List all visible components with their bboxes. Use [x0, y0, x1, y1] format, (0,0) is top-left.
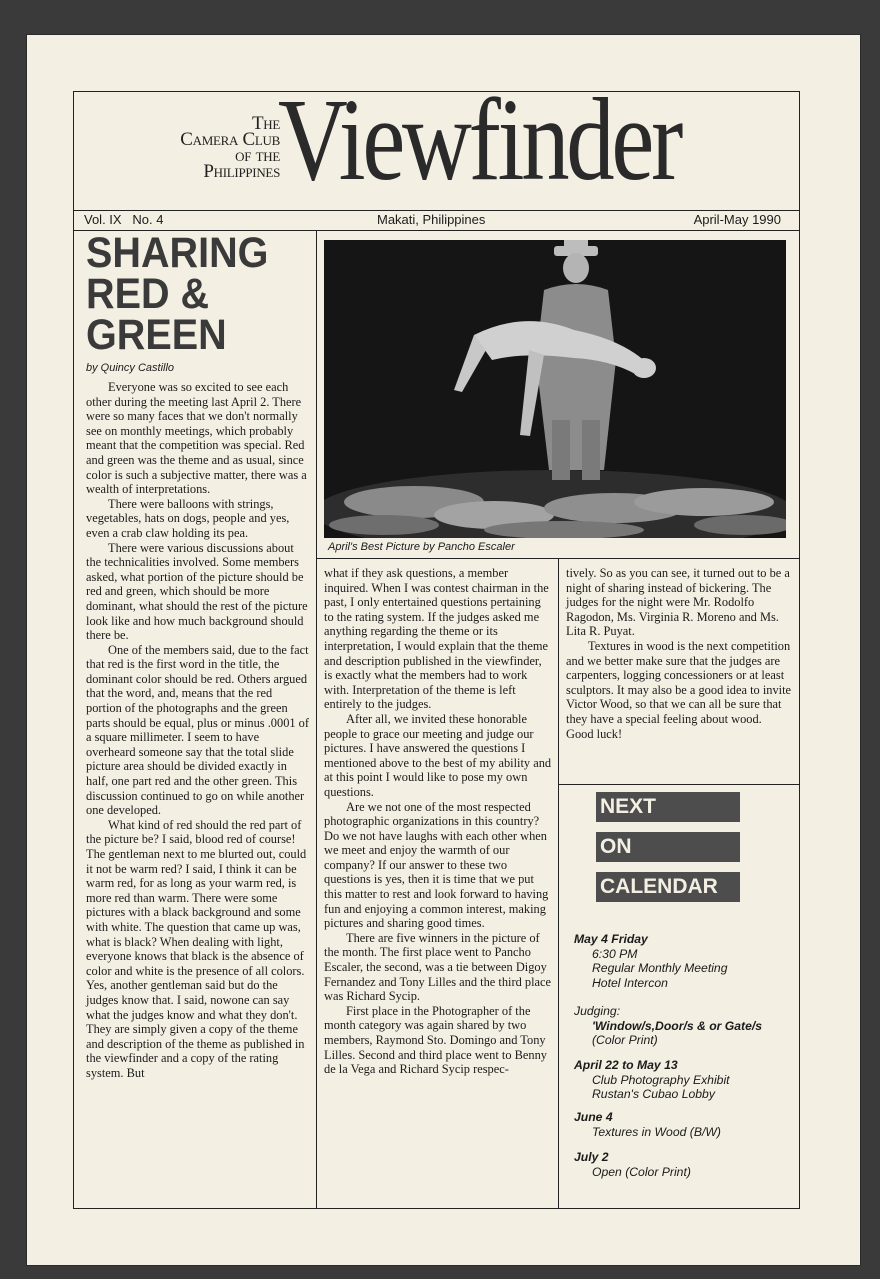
- article-column-1: [86, 380, 311, 1081]
- photo-caption: April's Best Picture by Pancho Escaler: [328, 541, 515, 553]
- calendar-entry-line: 6:30 PM: [592, 946, 638, 961]
- paragraph: What kind of red should the red part of the picture be? I said, blood red of course! The gentleman next to me blurted out, could it not be warm red? I said, I think it can be warm red, for as long as your warm red, is more red than warm. There were some pictures with a black background and some with white. The question that came up was, what is black? When dealing with light, everyone knows that black is the absence of color and white is the presence of all colors. Yes, another gentleman said but do the judges know that. I said, nowone can say what the judges know and what they don't. They are simply given a copy of the theme and description of the theme as published in the viewfinder and a copy of the rating system. But: [86, 817, 307, 1080]
- club-line: Camera Club: [180, 129, 280, 150]
- byline: by Quincy Castillo: [86, 362, 175, 374]
- page-frame: [73, 74, 800, 1209]
- calendar-entry-title: May 4 Friday: [574, 932, 648, 946]
- calendar-entry-line: Hotel Intercon: [592, 975, 668, 990]
- paragraph: There were balloons with strings, vegetables, hats on dogs, people and yes, even a crab claw holding its pea.: [86, 496, 290, 540]
- column-divider: [558, 558, 559, 1208]
- headline-line: SHARING: [86, 229, 269, 277]
- calendar-entry-line: 'Window/s,Door/s & or Gate/s: [592, 1018, 763, 1033]
- calendar-entry-title: June 4: [574, 1110, 613, 1124]
- club-name: [170, 113, 280, 182]
- newsletter-title: Viewfinder: [278, 74, 681, 205]
- calendar-entry-line: Rustan's Cubao Lobby: [592, 1087, 715, 1102]
- masthead: [74, 74, 799, 211]
- photo-illustration: [324, 240, 786, 538]
- calendar-entry-line: Textures in Wood (B/W): [592, 1124, 721, 1139]
- calendar-heading-on: ON: [596, 832, 740, 862]
- headline-line: RED &: [86, 270, 210, 318]
- publication-place: Makati, Philippines: [377, 212, 486, 227]
- calendar-heading-calendar: CALENDAR: [596, 872, 740, 902]
- calendar-entry: [574, 1150, 691, 1179]
- paragraph: There are five winners in the picture of the month. The first place went to Pancho Escaler, the second, was a tie between Digoy Fernandez and Tony Lilles and the third place was Richard Sycip.: [324, 930, 552, 1004]
- issue-info-bar: [74, 210, 799, 231]
- club-line: Philippines: [203, 161, 280, 182]
- calendar-entry-line: (Color Print): [592, 1033, 658, 1048]
- calendar-entry-line: Regular Monthly Meeting: [592, 961, 728, 976]
- calendar-entry: [574, 1110, 721, 1139]
- paragraph: There were various discussions about the technicalities involved. Some members asked, what portion of the picture should be red and green, which should be more dominant, what should the rest of the picture look like and how much background should there be.: [86, 540, 308, 643]
- volume: Vol. IX: [84, 212, 122, 227]
- calendar-entry-title: Judging:: [574, 1004, 621, 1018]
- article-column-3: [566, 566, 792, 741]
- calendar-entry-line: Club Photography Exhibit: [592, 1072, 730, 1087]
- club-line: The: [251, 113, 280, 134]
- calendar-entry: [574, 1004, 762, 1048]
- column-divider: [316, 231, 317, 1208]
- issue-date: April-May 1990: [693, 212, 781, 227]
- club-line: of the: [235, 145, 280, 166]
- paragraph: First place in the Photographer of the month category was again shared by two members, Raymond Sto. Domingo and Tony Lilles. Second and third place went to Benny de la Vega and Richard Sycip respec-: [324, 1003, 547, 1077]
- calendar-entry: [574, 1058, 730, 1102]
- paragraph: tively. So as you can see, it turned out to be a night of sharing instead of bickering. The judges for the night were Mr. Rodolfo Ragodon, Ms. Virginia R. Moreno and Ms. Lita R. Puyat.: [566, 566, 790, 639]
- calendar-entry-title: July 2: [574, 1150, 609, 1164]
- calendar-entry-title: April 22 to May 13: [574, 1058, 678, 1072]
- paragraph: After all, we invited these honorable people to grace our meeting and judge our pictures. I have answered the questions I mentioned above to the best of my ability and at this point I would like to pose my own questions.: [324, 711, 552, 799]
- best-picture-photo: [324, 240, 786, 538]
- calendar-heading-next: NEXT: [596, 792, 740, 822]
- headline-line: GREEN: [86, 311, 227, 359]
- article-headline: [86, 229, 298, 359]
- volume-number: [84, 212, 164, 227]
- paragraph: what if they ask questions, a member inquired. When I was contest chairman in the past, I only entertained questions pertaining to the rating system. If the judges asked me anything regarding the theme or its interpretation, I would explain that the theme and description published in the viewfinder, is exactly what the members had to work with. Interpretation of the theme is left entirely to the judges.: [324, 566, 549, 712]
- section-divider: [316, 558, 799, 559]
- issue-number: No. 4: [132, 212, 164, 227]
- paragraph: Everyone was so excited to see each other during the meeting last April 2. There were so many faces that we don't normally see on monthly meetings, which probably meant that the competition was special. Red and green was the theme and as usual, since color is such a subjective matter, there was a wealth of interpretations.: [86, 380, 307, 497]
- paragraph: One of the members said, due to the fact that red is the first word in the title, the dominant color should be red. Others argued that the word, and, means that the red portion of the photographs and the green parts should be equal, plus or minus .0001 of a square millimeter. I seem to have overheard someone say that the total slide picture area should be divided exactly in half, one part red and the other green. This discussion continued to go on while another one developed.: [86, 642, 310, 818]
- paragraph: Are we not one of the most respected photographic organizations in this country? Do we not have laughs with each other when we meet and enjoy the warmth of our company? If our answer to these two questions is yes, then it is time that we put this matter to rest and look forward to having fun and enjoying a common interest, making pictures and sharing good times.: [324, 799, 549, 931]
- calendar-entry: [574, 932, 728, 990]
- section-divider: [558, 784, 799, 785]
- paragraph: Textures in wood is the next competition and we better make sure that the judges are carpenters, logging concessioners or at least sculptors. It may also be a good idea to invite Victor Wood, so that we can all be sure that they have a special feeling about wood. Good luck!: [566, 638, 792, 741]
- calendar-entry-line: Open (Color Print): [592, 1164, 691, 1179]
- newsletter-page: [27, 35, 860, 1265]
- article-column-2: [324, 566, 552, 1077]
